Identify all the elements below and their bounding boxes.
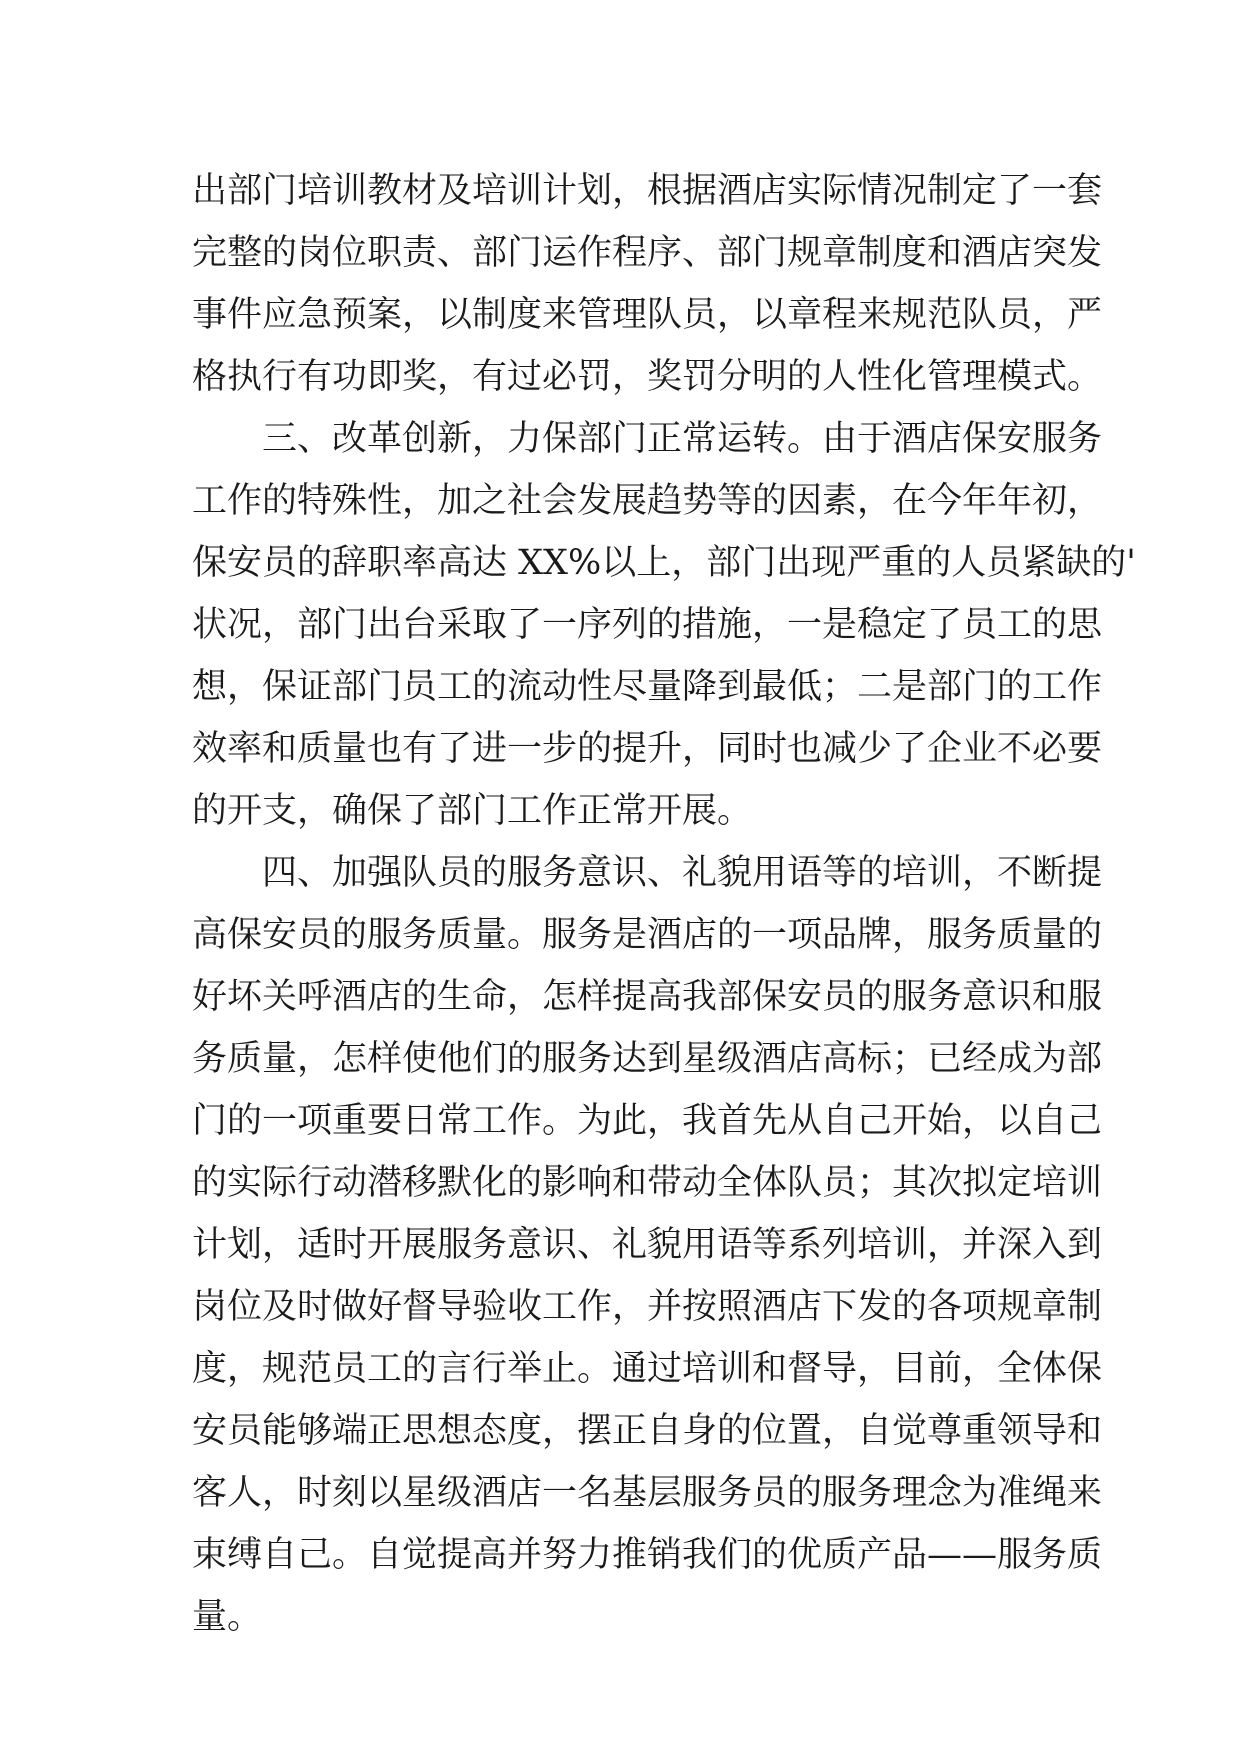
text-line: 想，保证部门员工的流动性尽量降到最低；二是部门的工作 <box>192 667 1103 707</box>
text-line: 岗位及时做好督导验收工作，并按照酒店下发的各项规章制 <box>192 1287 1103 1327</box>
text-line: 出部门培训教材及培训计划，根据酒店实际情况制定了一套 <box>192 171 1103 211</box>
paragraph-4-start: 四、加强队员的服务意识、礼貌用语等的培训，不断提 <box>262 853 1103 893</box>
text-line: 工作的特殊性，加之社会发展趋势等的因素，在今年年初， <box>192 481 1103 521</box>
text-line: 的开支，确保了部门工作正常开展。 <box>192 791 753 831</box>
text-line: 状况，部门出台采取了一序列的措施，一是稳定了员工的思 <box>192 605 1103 645</box>
text-line: 计划，适时开展服务意识、礼貌用语等系列培训，并深入到 <box>192 1225 1103 1265</box>
text-line: 客人，时刻以星级酒店一名基层服务员的服务理念为准绳来 <box>192 1473 1103 1513</box>
text-line: 完整的岗位职责、部门运作程序、部门规章制度和酒店突发 <box>192 233 1103 273</box>
text-line: 效率和质量也有了进一步的提升，同时也减少了企业不必要 <box>192 729 1103 769</box>
text-line: 事件应急预案，以制度来管理队员，以章程来规范队员，严 <box>192 295 1103 335</box>
text-line: 度，规范员工的言行举止。通过培训和督导，目前，全体保 <box>192 1349 1103 1389</box>
paragraph-3-start: 三、改革创新，力保部门正常运转。由于酒店保安服务 <box>262 419 1103 459</box>
text-line: 束缚自己。自觉提高并努力推销我们的优质产品——服务质 <box>192 1535 1103 1575</box>
text-line: 格执行有功即奖，有过必罚，奖罚分明的人性化管理模式。 <box>192 357 1103 397</box>
text-line: 安员能够端正思想态度，摆正自身的位置，自觉尊重领导和 <box>192 1411 1103 1451</box>
text-line: 门的一项重要日常工作。为此，我首先从自己开始，以自己 <box>192 1101 1103 1141</box>
text-line: 务质量，怎样使他们的服务达到星级酒店高标；已经成为部 <box>192 1039 1103 1079</box>
body-text <box>192 160 1136 1648</box>
text-line: 好坏关呼酒店的生命，怎样提高我部保安员的服务意识和服 <box>192 977 1103 1017</box>
text-line: 的实际行动潜移默化的影响和带动全体队员；其次拟定培训 <box>192 1163 1103 1203</box>
text-line: 量。 <box>192 1597 263 1637</box>
text-line: 高保安员的服务质量。服务是酒店的一项品牌，服务质量的 <box>192 915 1103 955</box>
text-line: 保安员的辞职率高达 XX%以上，部门出现严重的人员紧缺的' <box>192 543 1136 583</box>
